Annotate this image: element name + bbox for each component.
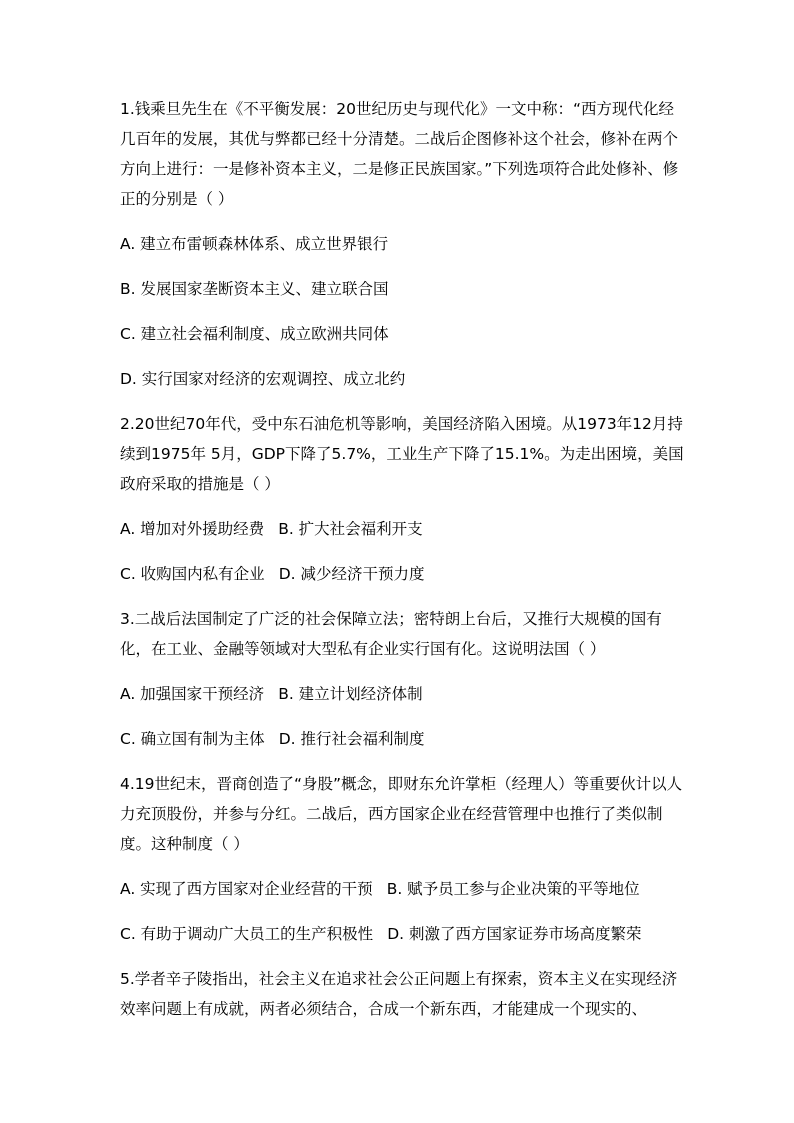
option-a: A. 增加对外援助经费 [120, 520, 265, 538]
option-row [120, 724, 684, 754]
option-b: B. 赋予员工参与企业决策的平等地位 [386, 880, 640, 898]
question-4 [120, 769, 684, 949]
option-b: B. 发展国家垄断资本主义、建立联合国 [120, 280, 389, 298]
option-c: C. 建立社会福利制度、成立欧洲共同体 [120, 325, 389, 343]
question-stem: 4.19世纪末，晋商创造了“身股”概念，即财东允许掌柜（经理人）等重要伙计以人力充顶股份，并参与分红。二战后，西方国家企业在经营管理中也推行了类似制度。这种制度（ ） [120, 775, 683, 853]
question-stem: 1.钱乘旦先生在《不平衡发展：20世纪历史与现代化》一文中称：“西方现代化经几百年的发展，其优与弊都已经十分清楚。二战后企图修补这个社会，修补在两个方向上进行：一是修补资本主义，二是修正民族国家。”下列选项符合此处修补、修正的分别是（ ） [120, 100, 679, 208]
question-5 [120, 964, 684, 1024]
question-3 [120, 604, 684, 754]
option-row [120, 679, 684, 709]
option-d: D. 减少经济干预力度 [278, 565, 425, 583]
option-d: D. 刺激了西方国家证券市场高度繁荣 [387, 925, 642, 943]
option-a: A. 加强国家干预经济 [120, 685, 265, 703]
option-c: C. 确立国有制为主体 [120, 730, 265, 748]
option-row [120, 874, 684, 904]
option-d: D. 实行国家对经济的宏观调控、成立北约 [120, 370, 406, 388]
question-stem: 5.学者辛子陵指出，社会主义在追求社会公正问题上有探索，资本主义在实现经济效率问题上有成就，两者必须结合，合成一个新东西，才能建成一个现实的、 [120, 970, 678, 1018]
option-row [120, 559, 684, 589]
option-a: A. 建立布雷顿森林体系、成立世界银行 [120, 235, 389, 253]
option-row [120, 514, 684, 544]
option-c: C. 有助于调动广大员工的生产积极性 [120, 925, 374, 943]
option-a: A. 实现了西方国家对企业经营的干预 [120, 880, 373, 898]
option-b: B. 建立计划经济体制 [278, 685, 423, 703]
question-2 [120, 409, 684, 589]
question-stem: 3.二战后法国制定了广泛的社会保障立法；密特朗上台后，又推行大规模的国有化，在工业、金融等领域对大型私有企业实行国有化。这说明法国（ ） [120, 610, 662, 658]
question-1 [120, 94, 684, 394]
option-c: C. 收购国内私有企业 [120, 565, 265, 583]
option-b: B. 扩大社会福利开支 [278, 520, 423, 538]
question-stem: 2.20世纪70年代，受中东石油危机等影响，美国经济陷入困境。从1973年12月持续到1975年 5月，GDP下降了5.7%，工业生产下降了15.1%。为走出困境，美国政府采取的措施是（ ） [120, 415, 684, 493]
option-row [120, 919, 684, 949]
option-d: D. 推行社会福利制度 [278, 730, 425, 748]
